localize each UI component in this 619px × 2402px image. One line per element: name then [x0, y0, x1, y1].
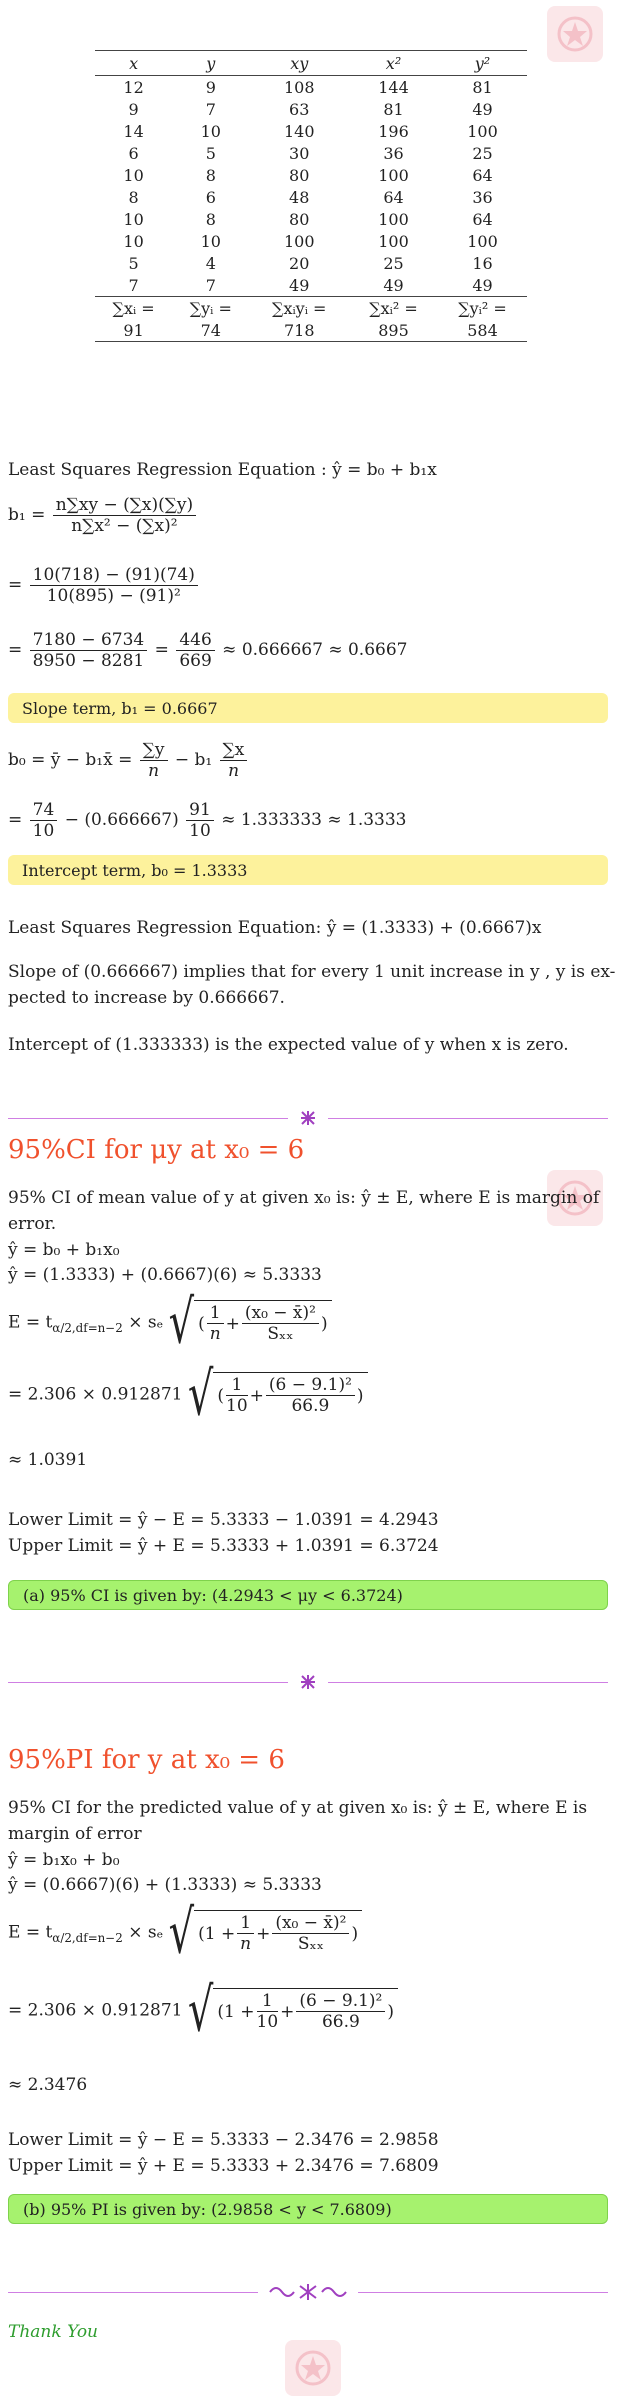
- b1-formula: [8, 495, 198, 536]
- sum-value-row: [95, 319, 527, 342]
- b1-step3-fraction-1: [30, 630, 148, 671]
- table-cell: 49: [289, 275, 310, 295]
- sum-label: ∑yᵢ =: [172, 297, 249, 320]
- E-lhs: E = t: [8, 1312, 53, 1333]
- pi-intro-2: margin of error: [8, 1824, 142, 1844]
- fraction-denominator: n: [148, 761, 160, 781]
- b1-step3-fraction-2: [176, 630, 214, 671]
- table-cell: 5: [205, 143, 216, 163]
- fraction-denominator: 10: [189, 821, 211, 841]
- fraction-numerator: (6 − 9.1)²: [296, 1991, 385, 2012]
- table-cell: 49: [472, 275, 493, 295]
- slope-interpretation-1: Slope of (0.666667) implies that for every 1 unit increase in y , y is ex-: [8, 962, 616, 982]
- table-cell: 36: [472, 187, 493, 207]
- table-cell: 100: [378, 165, 409, 185]
- fraction-denominator: n: [240, 1934, 252, 1954]
- table-cell: 8: [128, 187, 139, 207]
- sqrt-expression: √ ( 1 + $\frac{1}{n}$ + $\frac{\text{(x₀ − x̄)²}}{\text{Sₓₓ}}$ ): [169, 1910, 362, 1956]
- table-row: [95, 164, 527, 186]
- table-cell: 144: [378, 77, 409, 97]
- b0-formula: [8, 740, 249, 781]
- final-regression-equation: Least Squares Regression Equation: ŷ = (1.3333) + (0.6667)x: [8, 918, 542, 938]
- column-header: y: [172, 51, 249, 76]
- one-plus: 1 +: [224, 2001, 255, 2022]
- table-header-row: [95, 51, 527, 76]
- b1-step2-denominator: 10(895) − (91)²: [46, 586, 181, 606]
- ci-intro-2: error.: [8, 1214, 57, 1234]
- ci-lower-limit: Lower Limit = ŷ − E = 5.3333 − 1.0391 = 4.2943: [8, 1510, 439, 1530]
- table-body: [95, 76, 527, 342]
- intercept-term-box: Intercept term, b₀ = 1.3333: [8, 855, 608, 885]
- table-cell: 7: [205, 275, 216, 295]
- footer-ornament-icon: [266, 2283, 350, 2301]
- table-cell: 49: [472, 99, 493, 119]
- b0-mid: − b₁: [174, 750, 213, 770]
- b0-step: = $\frac{74}{10}$ − (0.666667) $\frac{91}{10}$ ≈ 1.333333 ≈ 1.3333: [8, 800, 407, 841]
- sum-value: 895: [349, 319, 438, 342]
- fraction: [226, 1375, 248, 1416]
- table-cell: 14: [123, 121, 144, 141]
- table-row: [95, 120, 527, 142]
- fraction-denominator: n: [209, 1324, 221, 1344]
- b1-denominator: n∑x² − (∑x)²: [71, 516, 178, 536]
- b1-lhs: b₁ =: [8, 505, 46, 525]
- ci-result-box: (a) 95% CI is given by: (4.2943 < μy < 6.3724): [8, 1580, 608, 1610]
- table-cell: 100: [283, 231, 315, 251]
- sum-label: ∑xᵢ =: [95, 297, 172, 320]
- table-cell: 8: [205, 165, 216, 185]
- table-cell: 20: [289, 253, 310, 273]
- table-cell: 25: [383, 253, 404, 273]
- pi-intro-1: 95% CI for the predicted value of y at given x₀ is: ŷ ± E, where E is: [8, 1798, 588, 1818]
- one-plus: 1 +: [204, 1923, 236, 1944]
- ci-E-step: [8, 1360, 368, 1430]
- column-header: xy: [249, 51, 349, 76]
- fraction-denominator: 10: [32, 821, 55, 841]
- fraction: [207, 1303, 224, 1344]
- b0-step-tail: ≈ 1.333333 ≈ 1.3333: [221, 810, 407, 830]
- b1-step3-tail: ≈ 0.666667 ≈ 0.6667: [222, 640, 408, 660]
- sum-value: 718: [249, 319, 349, 342]
- b0-step-mid: − (0.666667): [64, 810, 179, 830]
- column-header: x: [95, 51, 172, 76]
- fraction-numerator: (x₀ − x̄)²: [242, 1303, 319, 1324]
- fraction-numerator: 91: [186, 800, 214, 821]
- b1-fraction: [53, 495, 196, 536]
- fraction-numerator: ∑x: [220, 740, 248, 761]
- b0-fraction-2: [220, 740, 248, 781]
- divider-ornament-icon: [300, 1110, 316, 1126]
- table-cell: 100: [378, 209, 409, 229]
- table-cell: 25: [472, 143, 493, 163]
- b0-step-fraction-2: [186, 800, 214, 841]
- table-cell: 140: [283, 121, 315, 141]
- table-cell: 9: [205, 77, 216, 97]
- sqrt-expression: √ ( 1 + $\frac{1}{10}$ + $\frac{\text{(6 − 9.1)²}}{66.9}$ ): [188, 1988, 398, 2034]
- table-cell: 49: [383, 275, 404, 295]
- sum-value: 74: [172, 319, 249, 342]
- table-cell: 10: [123, 231, 144, 251]
- table-cell: 36: [383, 143, 404, 163]
- watermark-logo-icon: [285, 2340, 341, 2396]
- table-cell: 80: [289, 165, 310, 185]
- pi-yhat-2: ŷ = (0.6667)(6) + (1.3333) ≈ 5.3333: [8, 1875, 322, 1895]
- pi-result-box: (b) 95% PI is given by: (2.9858 < y < 7.6809): [8, 2194, 608, 2224]
- fraction: [237, 1913, 254, 1954]
- data-table: [95, 50, 527, 342]
- table-cell: 16: [472, 253, 493, 273]
- table-cell: 10: [200, 231, 221, 251]
- table-cell: 30: [289, 143, 310, 163]
- table-cell: 7: [205, 99, 216, 119]
- ci-yhat-2: ŷ = (1.3333) + (0.6667)(6) ≈ 5.3333: [8, 1265, 322, 1285]
- table-cell: 4: [205, 253, 216, 273]
- fraction-denominator: 66.9: [321, 2012, 360, 2032]
- table-cell: 48: [289, 187, 310, 207]
- table-cell: 81: [472, 77, 493, 97]
- table-row: [95, 142, 527, 164]
- thank-you-text: Thank You: [8, 2322, 99, 2342]
- sum-value: 91: [95, 319, 172, 342]
- pi-E-formula: [8, 1898, 362, 1968]
- regression-equation-label: Least Squares Regression Equation : ŷ = b₀ + b₁x: [8, 460, 437, 480]
- fraction-denominator: 10: [256, 2012, 279, 2032]
- pi-yhat-1: ŷ = b₁x₀ + b₀: [8, 1850, 120, 1870]
- table-cell: 100: [467, 231, 498, 251]
- b1-step2-fraction: [30, 565, 198, 606]
- b0-step-fraction-1: [30, 800, 58, 841]
- fraction-denominator: 66.9: [291, 1396, 330, 1416]
- E-subscript: α/2,df=n−2: [52, 1930, 123, 1945]
- b0-lhs: b₀ = ȳ − b₁x̄ =: [8, 750, 133, 770]
- table-cell: 64: [383, 187, 404, 207]
- table-row: [95, 230, 527, 252]
- b0-fraction-1: [140, 740, 168, 781]
- pi-E-value: ≈ 2.3476: [8, 2075, 88, 2095]
- slope-interpretation-2: pected to increase by 0.666667.: [8, 988, 285, 1008]
- fraction: [266, 1375, 355, 1416]
- pi-lower-limit: Lower Limit = ŷ − E = 5.3333 − 2.3476 = 2.9858: [8, 2130, 439, 2150]
- sum-label: ∑xᵢ² =: [349, 297, 438, 320]
- fraction: [272, 1913, 349, 1954]
- E-lhs: E = t: [8, 1922, 53, 1943]
- b1-step-2: = $\frac{10(718) - (91)(74)}{\text{10(895) − (91)²}}$: [8, 565, 200, 606]
- divider-ornament-icon: [300, 1674, 316, 1690]
- table-cell: 8: [205, 209, 216, 229]
- table-cell: 100: [467, 121, 498, 141]
- E-step-lhs: = 2.306 × 0.912871: [8, 2000, 183, 2021]
- column-header: y²: [438, 51, 527, 76]
- sum-label: ∑xᵢyᵢ =: [249, 297, 349, 320]
- sqrt-expression: √ ( $\frac{1}{n}$ + $\frac{\text{(x₀ − x̄)²}}{\text{Sₓₓ}}$ ): [169, 1300, 332, 1346]
- fraction-denominator: Sₓₓ: [267, 1324, 294, 1344]
- fraction-denominator: 669: [179, 651, 212, 671]
- footer-divider: [8, 2282, 608, 2302]
- sqrt-expression: √ ( $\frac{1}{10}$ + $\frac{\text{(6 − 9.1)²}}{66.9}$ ): [188, 1372, 368, 1418]
- table-cell: 10: [123, 165, 144, 185]
- fraction: [296, 1991, 385, 2032]
- fraction-denominator: 10: [226, 1396, 248, 1416]
- ci-E-value: ≈ 1.0391: [8, 1450, 88, 1470]
- column-header: x²: [349, 51, 438, 76]
- b1-step-3: = $\frac{7180 - 6734}{8950 - 8281}$ = $\frac{446}{669}$ ≈ 0.666667 ≈ 0.6667: [8, 630, 408, 671]
- section-divider: [8, 1108, 608, 1128]
- fraction-numerator: 446: [176, 630, 214, 651]
- ci-yhat-1: ŷ = b₀ + b₁x₀: [8, 1240, 120, 1260]
- ci-heading: 95%CI for μy at x₀ = 6: [8, 1135, 305, 1165]
- section-divider: [8, 1672, 608, 1692]
- table-row: [95, 98, 527, 120]
- fraction-numerator: 1: [237, 1913, 254, 1934]
- fraction-denominator: Sₓₓ: [297, 1934, 324, 1954]
- table-cell: 9: [128, 99, 139, 119]
- sum-label: ∑yᵢ² =: [438, 297, 527, 320]
- table-cell: 6: [128, 143, 139, 163]
- table-row: [95, 252, 527, 274]
- watermark-logo-icon: [547, 6, 603, 62]
- table-cell: 80: [289, 209, 310, 229]
- fraction-numerator: 1: [207, 1303, 224, 1324]
- pi-E-step: [8, 1976, 398, 2046]
- table-row: [95, 274, 527, 297]
- pi-heading: 95%PI for y at x₀ = 6: [8, 1745, 285, 1775]
- table-cell: 196: [378, 121, 409, 141]
- intercept-interpretation: Intercept of (1.333333) is the expected value of y when x is zero.: [8, 1035, 569, 1055]
- table-cell: 12: [123, 77, 144, 97]
- E-subscript: α/2,df=n−2: [52, 1320, 123, 1335]
- b1-numerator: n∑xy − (∑x)(∑y): [53, 495, 196, 516]
- table-cell: 64: [472, 165, 493, 185]
- fraction-denominator: 8950 − 8281: [32, 651, 145, 671]
- table-cell: 63: [289, 99, 310, 119]
- table-row: [95, 208, 527, 230]
- slope-term-box: Slope term, b₁ = 0.6667: [8, 693, 608, 723]
- table-cell: 10: [123, 209, 144, 229]
- ci-E-formula: [8, 1288, 332, 1358]
- fraction-numerator: ∑y: [140, 740, 168, 761]
- b1-step2-numerator: 10(718) − (91)(74): [30, 565, 198, 586]
- pi-upper-limit: Upper Limit = ŷ + E = 5.3333 + 2.3476 = 7.6809: [8, 2156, 439, 2176]
- ci-intro-1: 95% CI of mean value of y at given x₀ is: ŷ ± E, where E is margin of: [8, 1188, 600, 1208]
- fraction-numerator: 74: [30, 800, 58, 821]
- table-cell: 7: [128, 275, 139, 295]
- table-cell: 100: [378, 231, 409, 251]
- fraction-numerator: 1: [226, 1375, 248, 1396]
- sum-label-row: [95, 297, 527, 320]
- table-cell: 6: [205, 187, 216, 207]
- fraction: [257, 1991, 279, 2032]
- table-cell: 108: [283, 77, 315, 97]
- table-cell: 81: [383, 99, 404, 119]
- E-mid: × sₑ: [128, 1922, 164, 1943]
- fraction-numerator: (6 − 9.1)²: [266, 1375, 355, 1396]
- table-cell: 64: [472, 209, 493, 229]
- table-row: [95, 76, 527, 99]
- table-cell: 10: [200, 121, 221, 141]
- fraction-numerator: 1: [257, 1991, 279, 2012]
- ci-upper-limit: Upper Limit = ŷ + E = 5.3333 + 1.0391 = 6.3724: [8, 1536, 439, 1556]
- E-step-lhs: = 2.306 × 0.912871: [8, 1384, 183, 1405]
- table-cell: 5: [128, 253, 139, 273]
- fraction-numerator: (x₀ − x̄)²: [272, 1913, 349, 1934]
- fraction-denominator: n: [228, 761, 240, 781]
- table-row: [95, 186, 527, 208]
- fraction: [242, 1303, 319, 1344]
- fraction-numerator: 7180 − 6734: [30, 630, 148, 651]
- E-mid: × sₑ: [128, 1312, 164, 1333]
- sum-value: 584: [438, 319, 527, 342]
